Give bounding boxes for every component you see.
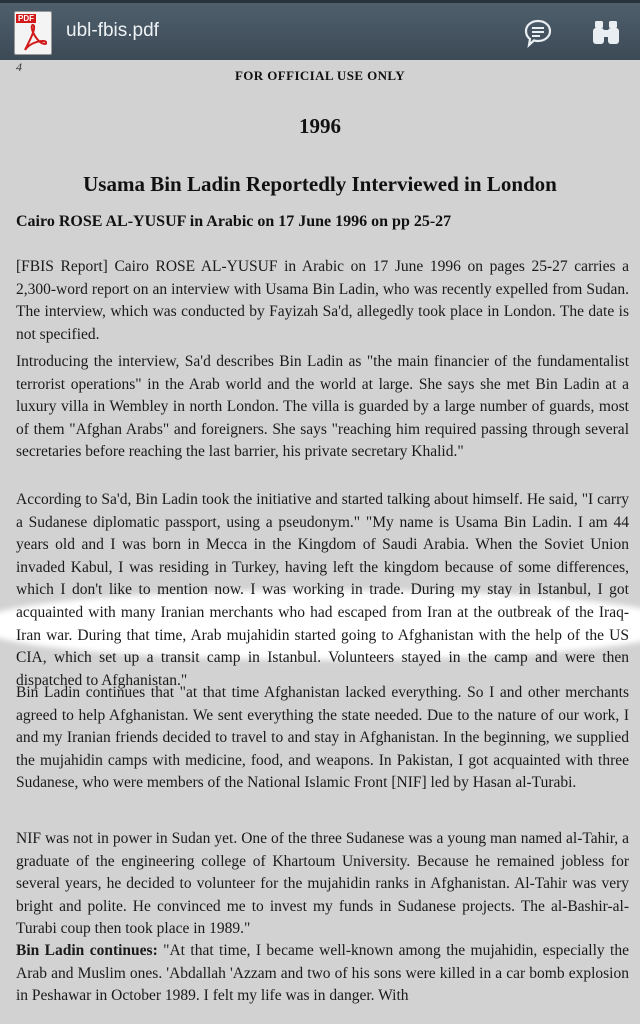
paragraph-4: Bin Ladin continues that "at that time Afghanistan lacked everything. So I and other merchants agreed to help Afghanistan. We sent everything the state needed. Due to the nature of our work, I and my Iranian friends decided to travel to and stay in Afghanistan. In the beginning, we supplied the mujahidin camps with medicine, food, and weapons. In Pakistan, I got acquainted with three Sudanese, who were members of the National Islamic Front [NIF] led by Hasan al-Turabi.	[16, 684, 629, 792]
paragraph-5: NIF was not in power in Sudan yet. One of the three Sudanese was a young man named al-Tahir, a graduate of the engineering college of Khartoum University. Because he remained jobless for several years, he decided to volunteer for the mujahidin ranks in Afghanistan. Al-Tahir was very bright and polite. He convinced me to invest my funds in Sudanese projects. The al-Bashir-al-Turabi coup then took place in 1989."	[16, 830, 629, 938]
paragraph-3: According to Sa'd, Bin Ladin took the initiative and started talking about himself. He said, "I carry a Sudanese diplomatic passport, using a pseudonym." "My name is Usama Bin Ladin. I am 44 years old and I was born in Mecca in the Kingdom of Saudi Arabia. When the Soviet Union invaded Kabul, I was residing in Turkey, having left the kingdom because of some differences, which I don't like to mention now. I was working in trade. During my stay in Istanbul, I got acquainted with many Iranian merchants who had escaped from Iran at the outbreak of the Iraq-Iran war. During that time, Arab mujahidin started going to Afghanistan with the help of the US CIA, which set up a transit camp in Istanbul. Volunteers stayed in the camp and were then dispatched to Afghanistan."	[16, 491, 629, 689]
classification-label: FOR OFFICIAL USE ONLY	[234, 68, 406, 83]
paragraph-2: Introducing the interview, Sa'd describes Bin Ladin as "the main financier of the fundamentalist terrorist operations" in the Arab world and the world at large. She says she met Bin Ladin at a luxury villa in Wembley in north London. The villa is guarded by a large number of guards, most of them "Afghan Arabs" and foreigners. She says "reaching him required passing through several secretaries before reaching the last barrier, his private secretary Khalid."	[16, 353, 629, 461]
page-marker: 4	[16, 60, 22, 74]
article-headline: Usama Bin Ladin Reportedly Interviewed in London	[83, 172, 557, 196]
source-line: Cairo ROSE AL-YUSUF in Arabic on 17 June 1996 on pp 25-27	[16, 213, 452, 230]
document-title: ubl-fbis.pdf	[66, 20, 159, 41]
document-year: 1996	[299, 114, 341, 138]
app-toolbar	[0, 0, 640, 60]
paragraph-1: [FBIS Report] Cairo ROSE AL-YUSUF in Arabic on 17 June 1996 on pages 25-27 carries a 2,300-word report on an interview with Usama Bin Ladin, who was recently expelled from Sudan. The interview, which was conducted by Fayizah Sa'd, allegedly took place in London. The date is not specified.	[16, 258, 629, 343]
binoculars-search-icon[interactable]	[590, 17, 622, 49]
paragraph-6-text: "At that time, I became well-known among the mujahidin, especially the Arab and Muslim ones. 'Abdallah 'Azzam and two of his sons were killed in a car bomb explosion in Peshawar in October 1989. I felt my life was in danger. With	[16, 942, 629, 1005]
pdf-badge: PDF	[18, 14, 34, 23]
paragraph-6	[16, 940, 629, 1008]
pdf-file-icon[interactable]	[14, 11, 52, 55]
paragraph-6-lead: Bin Ladin continues:	[16, 942, 158, 959]
comment-icon[interactable]	[522, 17, 554, 49]
